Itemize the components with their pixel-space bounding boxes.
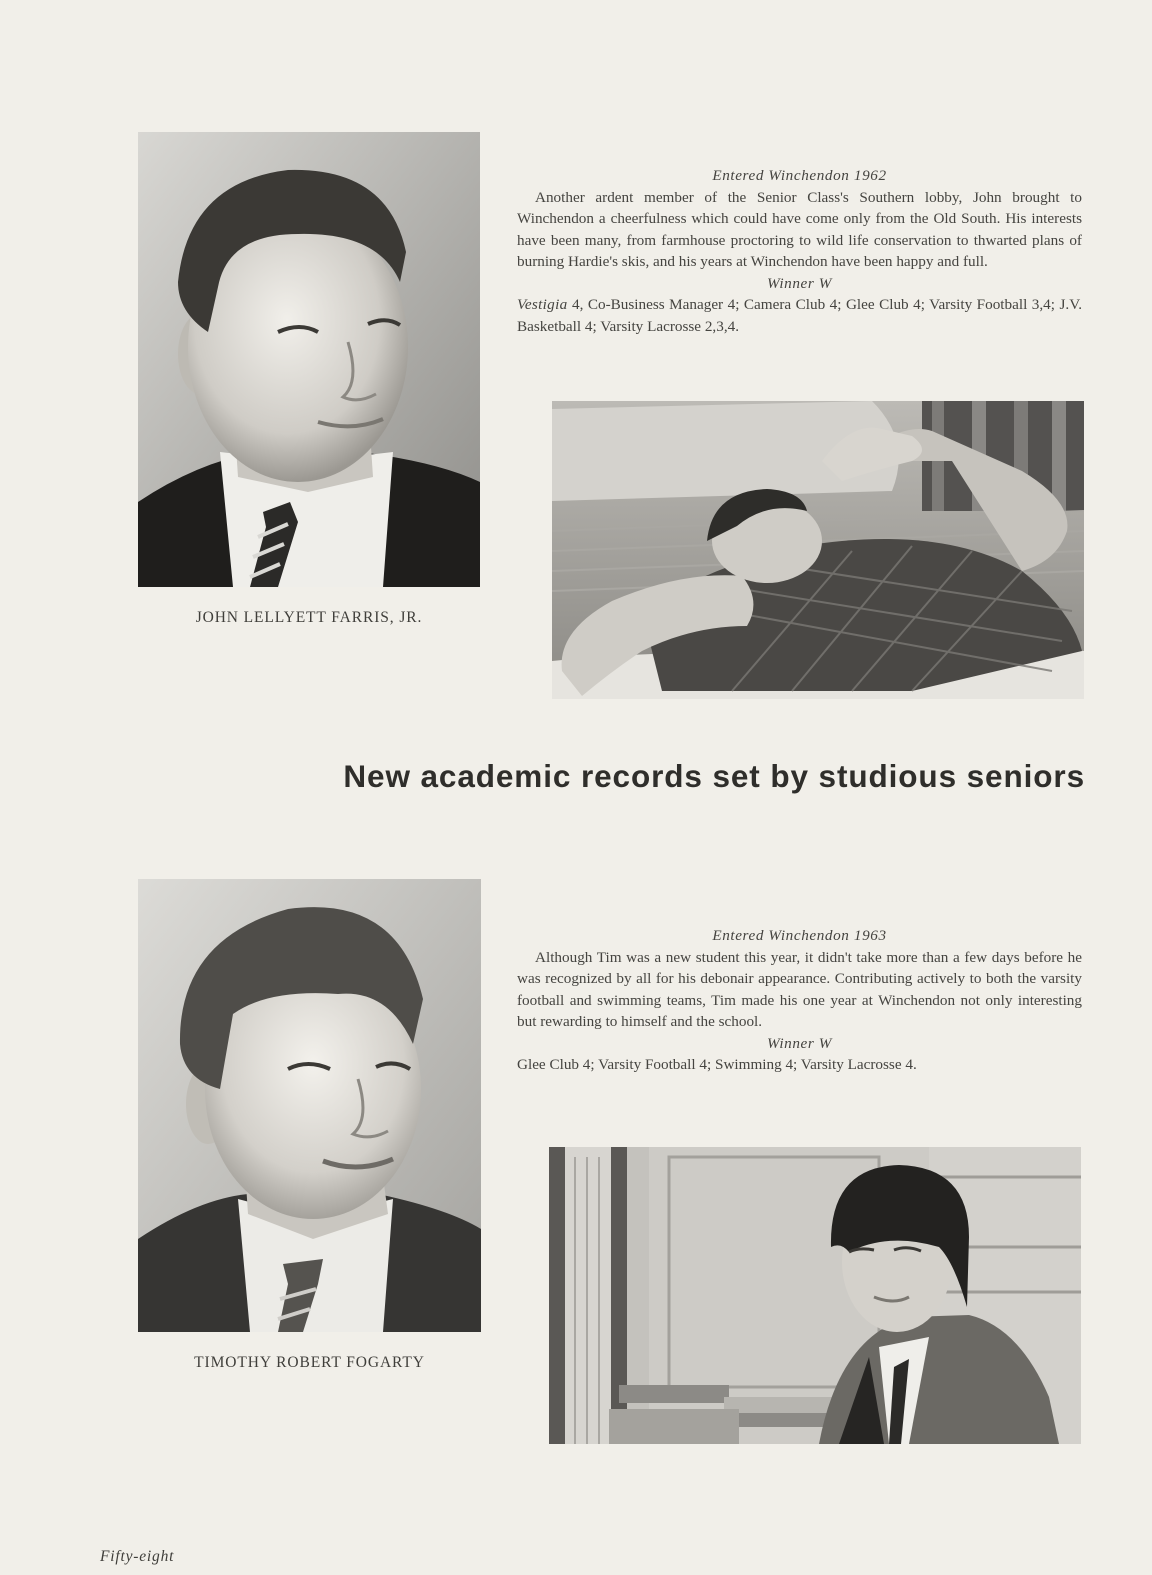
- bio-paragraph: Although Tim was a new student this year, it didn't take more than a few days before he was recognized by all for his debonair appearance. Contributing actively to both the varsity football and swimming teams, Tim made his one year at Winchendon not only interesting but rewarding to himself and the school.: [517, 948, 1082, 1030]
- candid-photo-farris: [552, 401, 1084, 699]
- bio-block-farris: [517, 165, 1082, 337]
- activities-list: [517, 1054, 1082, 1076]
- student-name-farris: JOHN LELLYETT FARRIS, JR.: [195, 609, 423, 626]
- student-name-fogarty: TIMOTHY ROBERT FOGARTY: [194, 1354, 425, 1371]
- award-line: Winner W: [766, 274, 833, 292]
- award-line: Winner W: [766, 1034, 833, 1052]
- activities-list: [517, 294, 1082, 337]
- page-number: Fifty-eight: [100, 1548, 175, 1565]
- portrait-photo-farris: [138, 132, 480, 587]
- candid-photo-fogarty: [549, 1147, 1081, 1444]
- activities-lead: Vestigia: [517, 296, 568, 313]
- entered-line: Entered Winchendon 1962: [712, 167, 887, 184]
- activities-text: Glee Club 4; Varsity Football 4; Swimming 4; Varsity Lacrosse 4.: [517, 1056, 917, 1073]
- portrait-photo-fogarty: [138, 879, 481, 1332]
- section-headline: New academic records set by studious seniors: [343, 758, 1085, 794]
- activities-text: 4, Co-Business Manager 4; Camera Club 4; Glee Club 4; Varsity Football 3,4; J.V. Basketball 4; Varsity Lacrosse 2,3,4.: [517, 296, 1082, 335]
- entered-line: Entered Winchendon 1963: [712, 927, 887, 944]
- bio-paragraph: Another ardent member of the Senior Class's Southern lobby, John brought to Winchendon a cheerfulness which could have come only from the Old South. His interests have been many, from farmhouse proctoring to wild life conservation to thwarted plans of burning Hardie's skis, and his years at Winchendon have been happy and full.: [517, 188, 1082, 270]
- bio-block-fogarty: [517, 925, 1082, 1076]
